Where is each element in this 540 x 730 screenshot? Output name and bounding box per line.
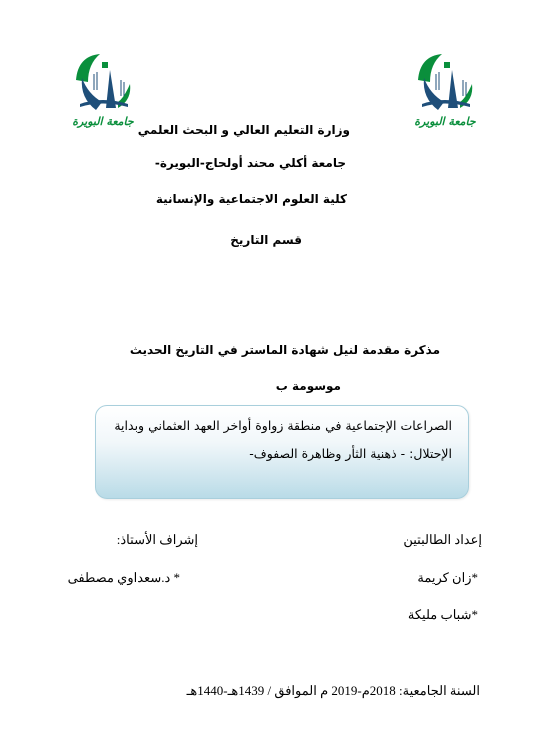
thesis-title-line-1: الصراعات الإجتماعية في منطقة زواوة أواخر العهد العثماني وبداية: [114, 418, 452, 433]
university-logo-left: [66, 50, 140, 128]
university-logo-right: [408, 50, 482, 128]
faculty-name: كلية العلوم الاجتماعية والإنسانية: [155, 192, 347, 206]
student-1-name: *زان كريمة: [417, 570, 478, 585]
ministry-name: وزارة التعليم العالي و البحث العلمي: [137, 123, 350, 137]
department-name: قسم التاريخ: [230, 233, 302, 247]
student-2-name: *شباب مليكة: [407, 607, 478, 622]
university-emblem-icon: [408, 50, 482, 114]
logo-caption: جامعة البويرة: [414, 115, 476, 128]
degree-statement: مذكرة مقدمة لنيل شهادة الماستر في التاريخ الحديث: [129, 343, 440, 357]
logo-caption: جامعة البويرة: [72, 115, 134, 128]
supervisor-name: * د.سعداوي مصطفى: [67, 570, 180, 585]
thesis-title-line-2: الإحتلال: - ذهنية الثأر وظاهرة الصفوف-: [249, 446, 452, 461]
titled-label: موسومة ب: [275, 379, 341, 393]
prepared-by-label: إعداد الطالبتين: [403, 532, 482, 547]
academic-year: السنة الجامعية: 2018م-2019 م الموافق / 1439هـ-1440هـ: [186, 683, 480, 698]
university-emblem-icon: [66, 50, 140, 114]
thesis-title-box: [95, 405, 469, 499]
supervision-label: إشراف الأستاذ:: [116, 532, 198, 547]
university-name: جامعة أكلي محند أولحاج-البويرة-: [154, 156, 346, 170]
